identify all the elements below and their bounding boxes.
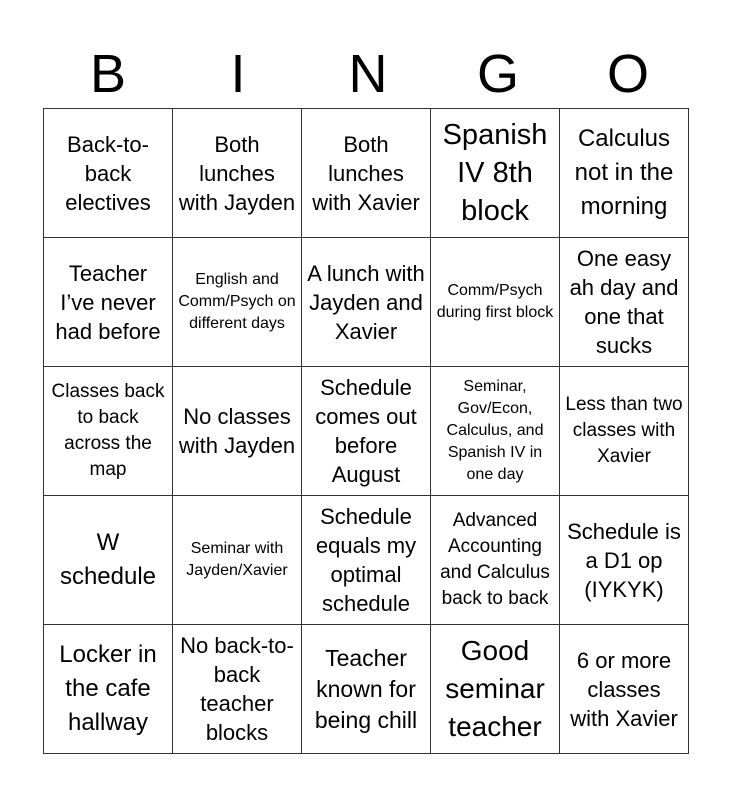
bingo-cell[interactable] xyxy=(44,496,173,625)
cell-label: Less than two classes with Xavier xyxy=(565,394,683,467)
board-row xyxy=(44,109,689,238)
header-letter-i: I xyxy=(230,44,246,104)
bingo-cell[interactable] xyxy=(302,367,431,496)
bingo-cell[interactable] xyxy=(431,496,560,625)
cell-label: Both lunches with Jayden xyxy=(178,131,296,215)
bingo-header xyxy=(43,40,693,108)
board-row xyxy=(44,625,689,754)
bingo-cell[interactable] xyxy=(44,238,173,367)
bingo-cell[interactable] xyxy=(431,367,560,496)
bingo-board xyxy=(43,108,689,754)
header-letter-n: N xyxy=(348,44,388,104)
cell-label: Schedule equals my optimal schedule xyxy=(315,504,417,616)
cell-label: One easy ah day and one that sucks xyxy=(569,246,679,358)
cell-label: Good seminar teacher xyxy=(445,635,545,742)
cell-label: Advanced Accounting and Calculus back to back xyxy=(440,510,550,609)
bingo-cell[interactable] xyxy=(44,625,173,754)
cell-label: 6 or more classes with Xavier xyxy=(570,647,678,731)
bingo-cell[interactable] xyxy=(560,625,689,754)
bingo-cell[interactable] xyxy=(173,109,302,238)
bingo-cell[interactable] xyxy=(173,496,302,625)
header-letter-b: B xyxy=(89,44,127,104)
cell-label: No classes with Jayden xyxy=(178,404,296,458)
cell-label: Back-to-back electives xyxy=(65,131,151,215)
bingo-cell[interactable] xyxy=(560,367,689,496)
bingo-cell[interactable] xyxy=(302,496,431,625)
cell-label: No back-to-back teacher blocks xyxy=(180,633,294,745)
bingo-cell[interactable] xyxy=(44,367,173,496)
bingo-cell[interactable] xyxy=(302,625,431,754)
board-row xyxy=(44,367,689,496)
bingo-cell[interactable] xyxy=(431,109,560,238)
cell-label: Calculus not in the morning xyxy=(574,125,674,220)
cell-label: Schedule is a D1 op (IYKYK) xyxy=(567,518,681,602)
cell-label: W schedule xyxy=(59,529,157,590)
cell-label: Seminar, Gov/Econ, Calculus, and Spanish IV in one day xyxy=(446,378,544,483)
cell-label: Locker in the cafe hallway xyxy=(59,641,157,736)
bingo-cell[interactable] xyxy=(173,238,302,367)
bingo-cell[interactable] xyxy=(560,238,689,367)
cell-label: Schedule comes out before August xyxy=(315,375,417,487)
cell-label: Seminar with Jayden/Xavier xyxy=(186,540,288,579)
bingo-cell[interactable] xyxy=(560,496,689,625)
cell-label: Spanish IV 8th block xyxy=(442,119,548,227)
header-letter-g: G xyxy=(476,44,519,104)
cell-label: Classes back to back across the map xyxy=(51,381,165,480)
bingo-cell[interactable] xyxy=(431,238,560,367)
board-row xyxy=(44,496,689,625)
cell-label: Teacher I’ve never had before xyxy=(55,260,161,344)
cell-label: Comm/Psych during first block xyxy=(436,282,554,321)
bingo-cell[interactable] xyxy=(431,625,560,754)
bingo-cell[interactable] xyxy=(44,109,173,238)
bingo-cell[interactable] xyxy=(173,625,302,754)
cell-label: English and Comm/Psych on different days xyxy=(178,271,296,332)
cell-label: A lunch with Jayden and Xavier xyxy=(307,260,425,344)
board-row xyxy=(44,238,689,367)
cell-label: Teacher known for being chill xyxy=(314,644,418,733)
header-letter-o: O xyxy=(606,44,649,104)
bingo-cell[interactable] xyxy=(302,238,431,367)
bingo-cell[interactable] xyxy=(302,109,431,238)
bingo-cell[interactable] xyxy=(173,367,302,496)
cell-label: Both lunches with Xavier xyxy=(312,131,420,215)
bingo-cell[interactable] xyxy=(560,109,689,238)
